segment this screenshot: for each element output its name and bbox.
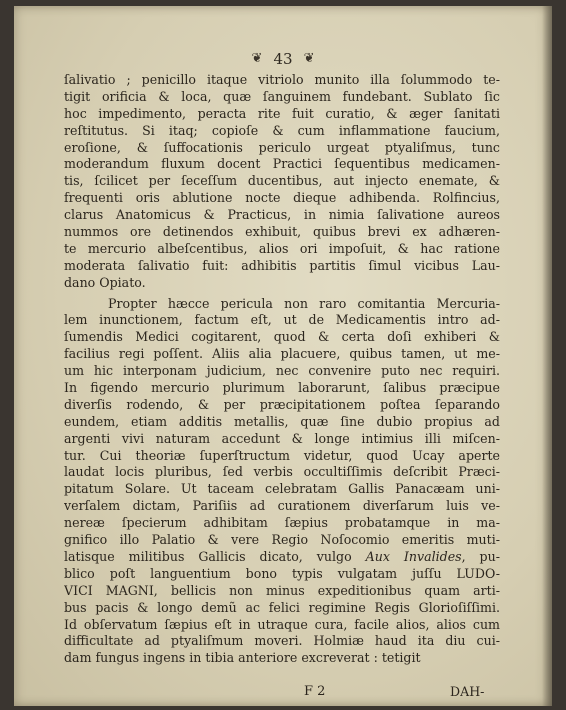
text-line: eroſione, & ſuffocationis periculo urgeat ptyaliſmus, tunc — [64, 139, 500, 155]
text-line: diverſis rodendo, & per præcipitationem poſtea ſeparando — [64, 396, 500, 412]
text-line: dano Opiato. — [64, 274, 146, 290]
text-line: nummos ore detinendos exhibuit, quibus brevi ex adhæren- — [64, 224, 500, 240]
signature-mark: F 2 — [304, 684, 326, 699]
body-text — [64, 72, 500, 667]
page-header — [14, 48, 552, 70]
text-line: tis, ſcilicet per ſeceſſum ducentibus, aut injecto enemate, & — [64, 173, 500, 189]
text-line: latisque militibus Gallicis dicato, vulgo Aux Invalides, pu- — [64, 548, 500, 564]
text-line: moderandum fluxum docent Practici ſequentibus medicamen- — [64, 156, 500, 172]
text-line: clarus Anatomicus & Practicus, in nimia ſalivatione aureos — [64, 207, 500, 223]
text-line: moderata ſalivatio fuit: adhibitis partitis ſimul vicibus Lau- — [64, 257, 500, 273]
text-line: te mercurio albeſcentibus, alios ori impoſuit, & hac ratione — [64, 240, 500, 256]
text-line: tur. Cui theoriæ ſuperſtructum videtur, quod Ucay aperte — [64, 447, 500, 463]
text-line: VICI MAGNI, bellicis non minus expeditionibus quam arti- — [64, 582, 500, 598]
text-line: ſalivatio ; penicillo itaque vitriolo munito illa ſolummodo te- — [64, 72, 500, 87]
text-line: difficultate ad ptyaliſmum moveri. Holmiæ haud ita diu cui- — [64, 633, 500, 649]
text-line: reſtitutus. Si itaq; copioſe & cum inflammatione faucium, — [64, 122, 500, 138]
page-gutter-shadow — [542, 6, 552, 706]
text-line: bus pacis & longo demũ ac felici regimine Regis Glorioſiſſimi. — [64, 599, 500, 615]
text-line: lem inunctionem, factum eſt, ut de Medicamentis intro ad- — [64, 312, 500, 328]
text-line: hoc impedimento, peracta rite fuit curatio, & æger ſanitati — [64, 105, 500, 121]
text-line: argenti vivi naturam accedunt & longe intimius illi miſcen- — [64, 430, 500, 446]
text-line: In figendo mercurio plurimum laborarunt, ſalibus præcipue — [64, 380, 500, 396]
page-number: 43 — [273, 49, 293, 68]
text-line: eundem, etiam additis metallis, quæ ſine dubio propius ad — [64, 413, 500, 429]
ornament-right-icon: ❦ — [303, 50, 315, 66]
text-line: facilius regi poſſent. Aliis alia placuere, quibus tamen, ut me- — [64, 346, 500, 362]
paragraph — [64, 72, 500, 292]
catchword: DAH- — [450, 684, 485, 699]
ornament-left-icon: ❦ — [251, 50, 263, 66]
text-line: um hic interponam judicium, nec convenire puto nec requiri. — [64, 363, 500, 379]
book-page — [14, 6, 552, 706]
paragraph — [64, 296, 500, 668]
text-line: pitatum Solare. Ut taceam celebratam Gallis Panacæam uni- — [64, 481, 500, 497]
text-line: frequenti oris ablutione nocte dieque adhibenda. Rolfincius, — [64, 190, 500, 206]
italic-phrase: Aux Invalides — [365, 548, 462, 564]
text-line: laudat locis pluribus, ſed verbis occultiſſimis deſcribit Præci- — [64, 464, 500, 480]
text-line: tigit orificia & loca, quæ ſanguinem fundebant. Sublato ſic — [64, 88, 500, 104]
text-line: Propter hæcce pericula non raro comitantia Mercuria- — [108, 295, 500, 311]
text-line: gnifico illo Palatio & vere Regio Noſocomio emeritis muti- — [64, 532, 500, 548]
text-line: ſumendis Medici cogitarent, quod & certa doſi exhiberi & — [64, 329, 500, 345]
text-line: Id obſervatum ſæpius eſt in utraque cura, facile alios, alios cum — [64, 616, 500, 632]
text-line: nereæ ſpecierum adhibitam ſæpius probatamque in ma- — [64, 515, 500, 531]
text-line: blico poſt languentium bono typis vulgatam juſſu LUDO- — [64, 565, 500, 581]
text-line: verſalem dictam, Pariſiis ad curationem diverſarum luis ve- — [64, 498, 500, 514]
text-line: dam fungus ingens in tibia anteriore excreverat : tetigit — [64, 650, 421, 666]
